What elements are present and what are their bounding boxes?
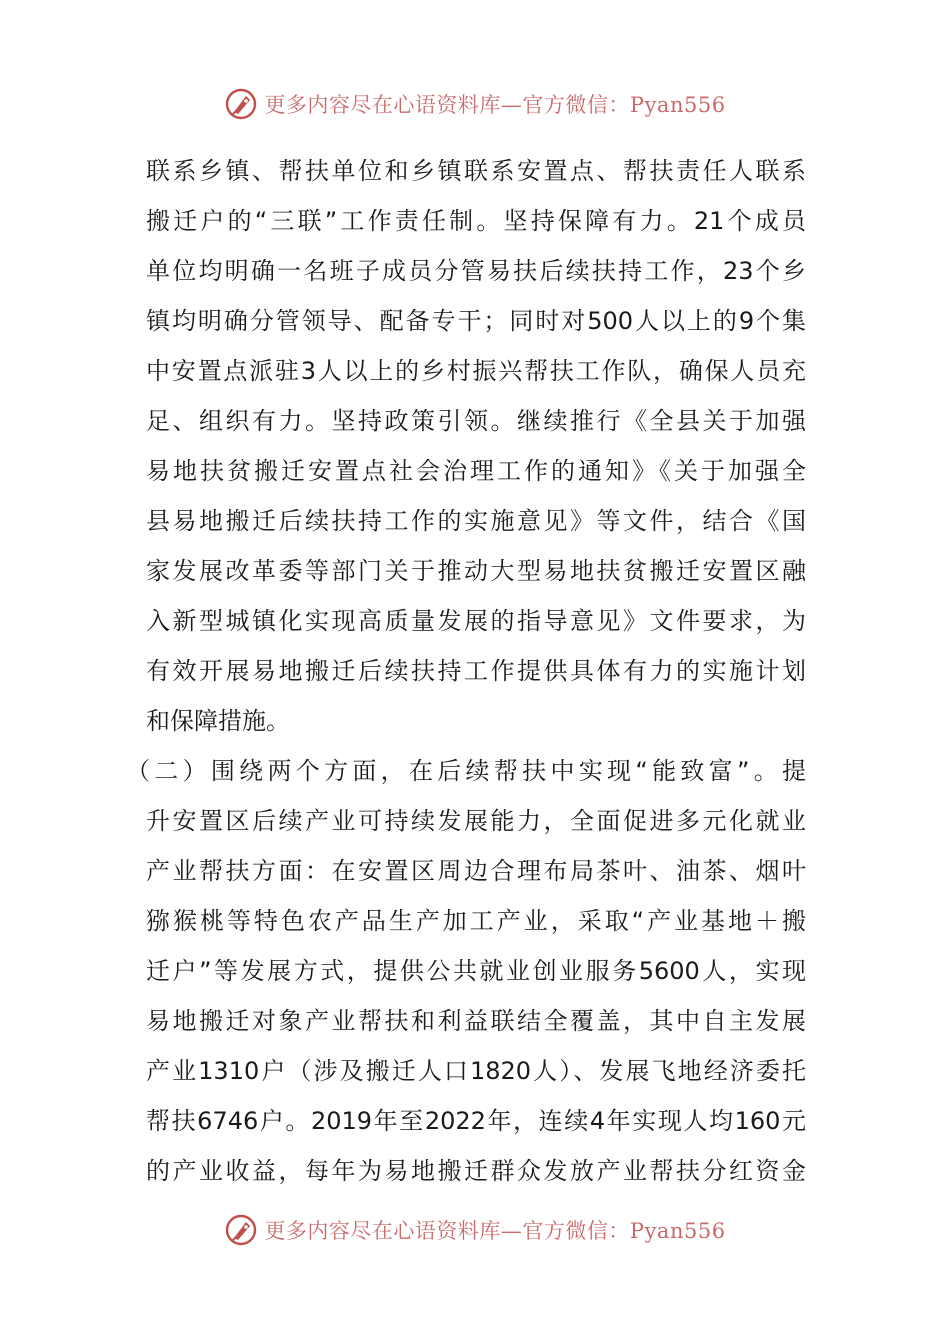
body-line: 家发展改革委等部门关于推动大型易地扶贫搬迁安置区融 bbox=[146, 557, 806, 585]
header-banner-text: 更多内容尽在心语资料库—官方微信：Pyan556 bbox=[264, 93, 726, 117]
body-line: 产业1310户（涉及搬迁人口1820人）、发展飞地经济委托 bbox=[146, 1057, 806, 1085]
body-line: 帮扶6746户。2019年至2022年，连续4年实现人均160元 bbox=[146, 1107, 806, 1135]
body-line: 中安置点派驻3人以上的乡村振兴帮扶工作队，确保人员充 bbox=[146, 357, 806, 385]
pen-nib-logo-icon bbox=[224, 1213, 258, 1247]
footer-banner-text: 更多内容尽在心语资料库—官方微信：Pyan556 bbox=[264, 1219, 726, 1243]
body-line: 易地扶贫搬迁安置点社会治理工作的通知》《关于加强全 bbox=[146, 457, 806, 485]
body-line: 升安置区后续产业可持续发展能力，全面促进多元化就业 bbox=[146, 807, 806, 835]
body-line: 县易地搬迁后续扶持工作的实施意见》等文件，结合《国 bbox=[146, 507, 806, 535]
section-heading-line: （二）围绕两个方面，在后续帮扶中实现“能致富”。提 bbox=[126, 757, 806, 785]
body-line: 单位均明确一名班子成员分管易扶后续扶持工作，23个乡 bbox=[146, 257, 806, 285]
body-line: 搬迁户的“三联”工作责任制。坚持保障有力。21个成员 bbox=[146, 207, 806, 235]
header-banner bbox=[0, 84, 950, 124]
footer-banner bbox=[0, 1210, 950, 1250]
body-line: 易地搬迁对象产业帮扶和利益联结全覆盖，其中自主发展 bbox=[146, 1007, 806, 1035]
body-line: 和保障措施。 bbox=[146, 707, 290, 735]
document-body bbox=[126, 146, 806, 1196]
body-line: 入新型城镇化实现高质量发展的指导意见》文件要求，为 bbox=[146, 607, 806, 635]
body-line: 镇均明确分管领导、配备专干；同时对500人以上的9个集 bbox=[146, 307, 806, 335]
body-line: 的产业收益，每年为易地搬迁群众发放产业帮扶分红资金 bbox=[146, 1157, 806, 1185]
body-line: 联系乡镇、帮扶单位和乡镇联系安置点、帮扶责任人联系 bbox=[146, 157, 806, 185]
pen-nib-logo-icon bbox=[224, 87, 258, 121]
body-line: 足、组织有力。坚持政策引领。继续推行《全县关于加强 bbox=[146, 407, 806, 435]
body-line: 产业帮扶方面：在安置区周边合理布局茶叶、油茶、烟叶 bbox=[146, 857, 806, 885]
body-line: 有效开展易地搬迁后续扶持工作提供具体有力的实施计划 bbox=[146, 657, 806, 685]
body-line: 猕猴桃等特色农产品生产加工产业，采取“产业基地＋搬 bbox=[146, 907, 806, 935]
body-line: 迁户”等发展方式，提供公共就业创业服务5600人，实现 bbox=[146, 957, 806, 985]
